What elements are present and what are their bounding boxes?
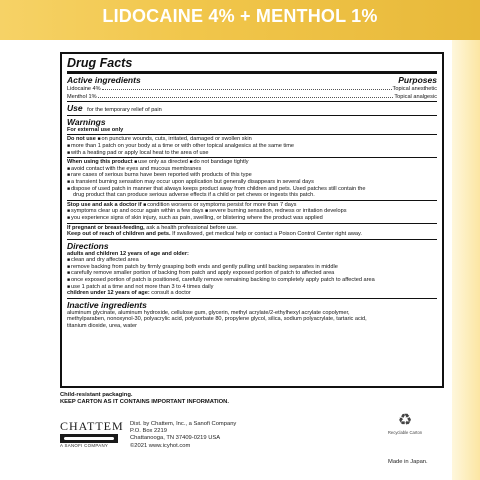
direction-line: ■ remove backing from patch by firmly grasping both ends and gently pulling until backing separates in middle	[67, 264, 437, 271]
side-strip	[452, 40, 480, 480]
made-in-text: Made in Japan.	[388, 459, 428, 465]
warning-bullet: ■ symptoms clear up and occur again within a few days	[67, 208, 203, 214]
warning-bullet: ■ use only as directed	[134, 159, 188, 165]
purposes-heading: Purposes	[398, 75, 437, 85]
direction-line: ■ once exposed portion of patch is positioned, carefully remove remaining backing to completely apply patch to affected area	[67, 277, 437, 284]
divider	[67, 298, 437, 299]
do-not-use-row	[67, 136, 437, 143]
inactive-line: aluminum glycinate, aluminum hydroxide, cellulose gum, glycerin, methyl acrylate/2-ethylhexyl acrylate copolymer,	[67, 309, 350, 316]
do-not-use-label: Do not use	[67, 136, 96, 143]
warning-bullet: ■ severe burning sensation, redness or irritation develops	[205, 208, 346, 214]
divider	[67, 115, 437, 116]
stop-use-row-2	[67, 208, 437, 215]
adults-label: adults and children 12 years of age and older:	[67, 250, 189, 257]
drug-facts-title: Drug Facts	[67, 56, 133, 70]
pregnant-row	[67, 225, 437, 232]
dist-line: P.O. Box 2219	[130, 428, 167, 435]
warning-bullet: ■ condition worsens or symptoms persist for more than 7 days	[143, 202, 296, 208]
directions-heading: Directions	[67, 240, 109, 251]
active-header-row	[67, 75, 437, 85]
keep-out-row	[67, 231, 437, 238]
warning-line: ■ rare cases of serious burns have been reported with products of this type	[67, 172, 437, 179]
inactive-line: methylparaben, nonoxynol-30, polyacrylic acid, polysorbate 80, propylene glycol, silica, sodium polyacrylate, tartaric acid,	[67, 316, 367, 323]
direction-line: ■ carefully remove smaller portion of backing from patch and apply exposed portion of patch to affected area	[67, 270, 437, 277]
active-ingredients-heading: Active ingredients	[67, 75, 141, 85]
warning-bullet: ■ do not bandage tightly	[190, 159, 249, 165]
divider	[67, 200, 437, 201]
keep-out-text: If swallowed, get medical help or contact a Poison Control Center right away.	[172, 231, 362, 238]
warnings-heading: Warnings	[67, 116, 106, 127]
warning-line-continued: drug product that can produce serious adverse effects if a child or pet chews or ingests this patch.	[73, 192, 315, 199]
pregnant-label: If pregnant or breast-feeding,	[67, 224, 145, 231]
chattem-logo-text: CHATTEM	[60, 419, 124, 433]
use-heading: Use	[67, 103, 83, 114]
product-title: LIDOCAINE 4% + MENTHOL 1%	[102, 6, 378, 26]
recycle-icon: ♻	[397, 412, 413, 429]
warning-line: ■ you experience signs of skin injury, such as pain, swelling, or blistering where the product was applied	[67, 215, 437, 222]
sanofi-text: A SANOFI COMPANY	[60, 443, 109, 448]
divider	[67, 223, 437, 224]
divider	[67, 101, 437, 102]
ingredient-row	[67, 85, 437, 93]
when-using-row	[67, 159, 437, 166]
ingredient-purpose: Topical analgesic	[394, 93, 437, 100]
divider	[67, 239, 437, 240]
direction-line: ■ use 1 patch at a time and not more than 3 to 4 times daily	[67, 284, 437, 291]
pregnant-text: ask a health professional before use.	[146, 224, 238, 231]
recycle-badge	[380, 412, 430, 435]
distributor-info	[130, 421, 290, 450]
divider	[67, 157, 437, 158]
ingredient-name: Menthol 1%	[67, 93, 97, 100]
divider	[67, 134, 437, 135]
use-text: for the temporary relief of pain	[87, 107, 162, 114]
carton-notes	[60, 392, 444, 406]
stop-use-label: Stop use and ask a doctor if	[67, 201, 142, 208]
ingredient-name: Lidocaine 4%	[67, 86, 101, 92]
direction-line: ■ clean and dry affected area	[67, 257, 437, 264]
stop-use-row	[67, 202, 437, 209]
warning-line: ■ a transient burning sensation may occur upon application but generally disappears in several days	[67, 179, 437, 186]
child-resistant-text: Child-resistant packaging.	[60, 392, 133, 398]
use-row	[67, 103, 437, 114]
warning-line: ■ avoid contact with the eyes and mucous membranes	[67, 166, 437, 173]
keep-carton-text: KEEP CARTON AS IT CONTAINS IMPORTANT INFORMATION.	[60, 399, 229, 405]
warning-line: ■ more than 1 patch on your body at a time or with other topical analgesics at the same time	[67, 143, 437, 150]
chattem-logo-mark	[60, 434, 118, 443]
recycle-label: Recyclable Carton	[387, 430, 423, 435]
external-use-text: For external use only	[67, 126, 124, 133]
inactive-line: titanium dioxide, urea, water	[67, 323, 137, 330]
children-text: consult a doctor	[151, 290, 191, 297]
ingredient-row	[67, 93, 437, 101]
ingredient-purpose: Topical anesthetic	[392, 86, 437, 92]
dist-line: Dist. by Chattem, Inc., a Sanofi Company	[130, 421, 237, 427]
divider	[67, 71, 437, 74]
warning-line: ■ dispose of used patch in manner that always keeps product away from children and pets. Used patches still contain the	[67, 186, 437, 193]
inactive-heading: Inactive ingredients	[67, 299, 147, 310]
children-label: children under 12 years of age:	[67, 290, 150, 297]
keep-out-label: Keep out of reach of children and pets.	[67, 231, 171, 238]
warning-line: ■ with a heating pad or apply local heat to the area of use	[67, 150, 437, 157]
chattem-logo	[60, 420, 126, 460]
children-row	[67, 290, 437, 297]
dist-line: ©2021 www.icyhot.com	[130, 442, 191, 449]
when-using-label: When using this product	[67, 159, 133, 166]
dist-line: Chattanooga, TN 37409-0219 USA	[130, 435, 221, 442]
warning-bullet: ■ on puncture wounds, cuts, irritated, damaged or swollen skin	[97, 136, 251, 142]
drug-facts-panel	[60, 52, 444, 388]
